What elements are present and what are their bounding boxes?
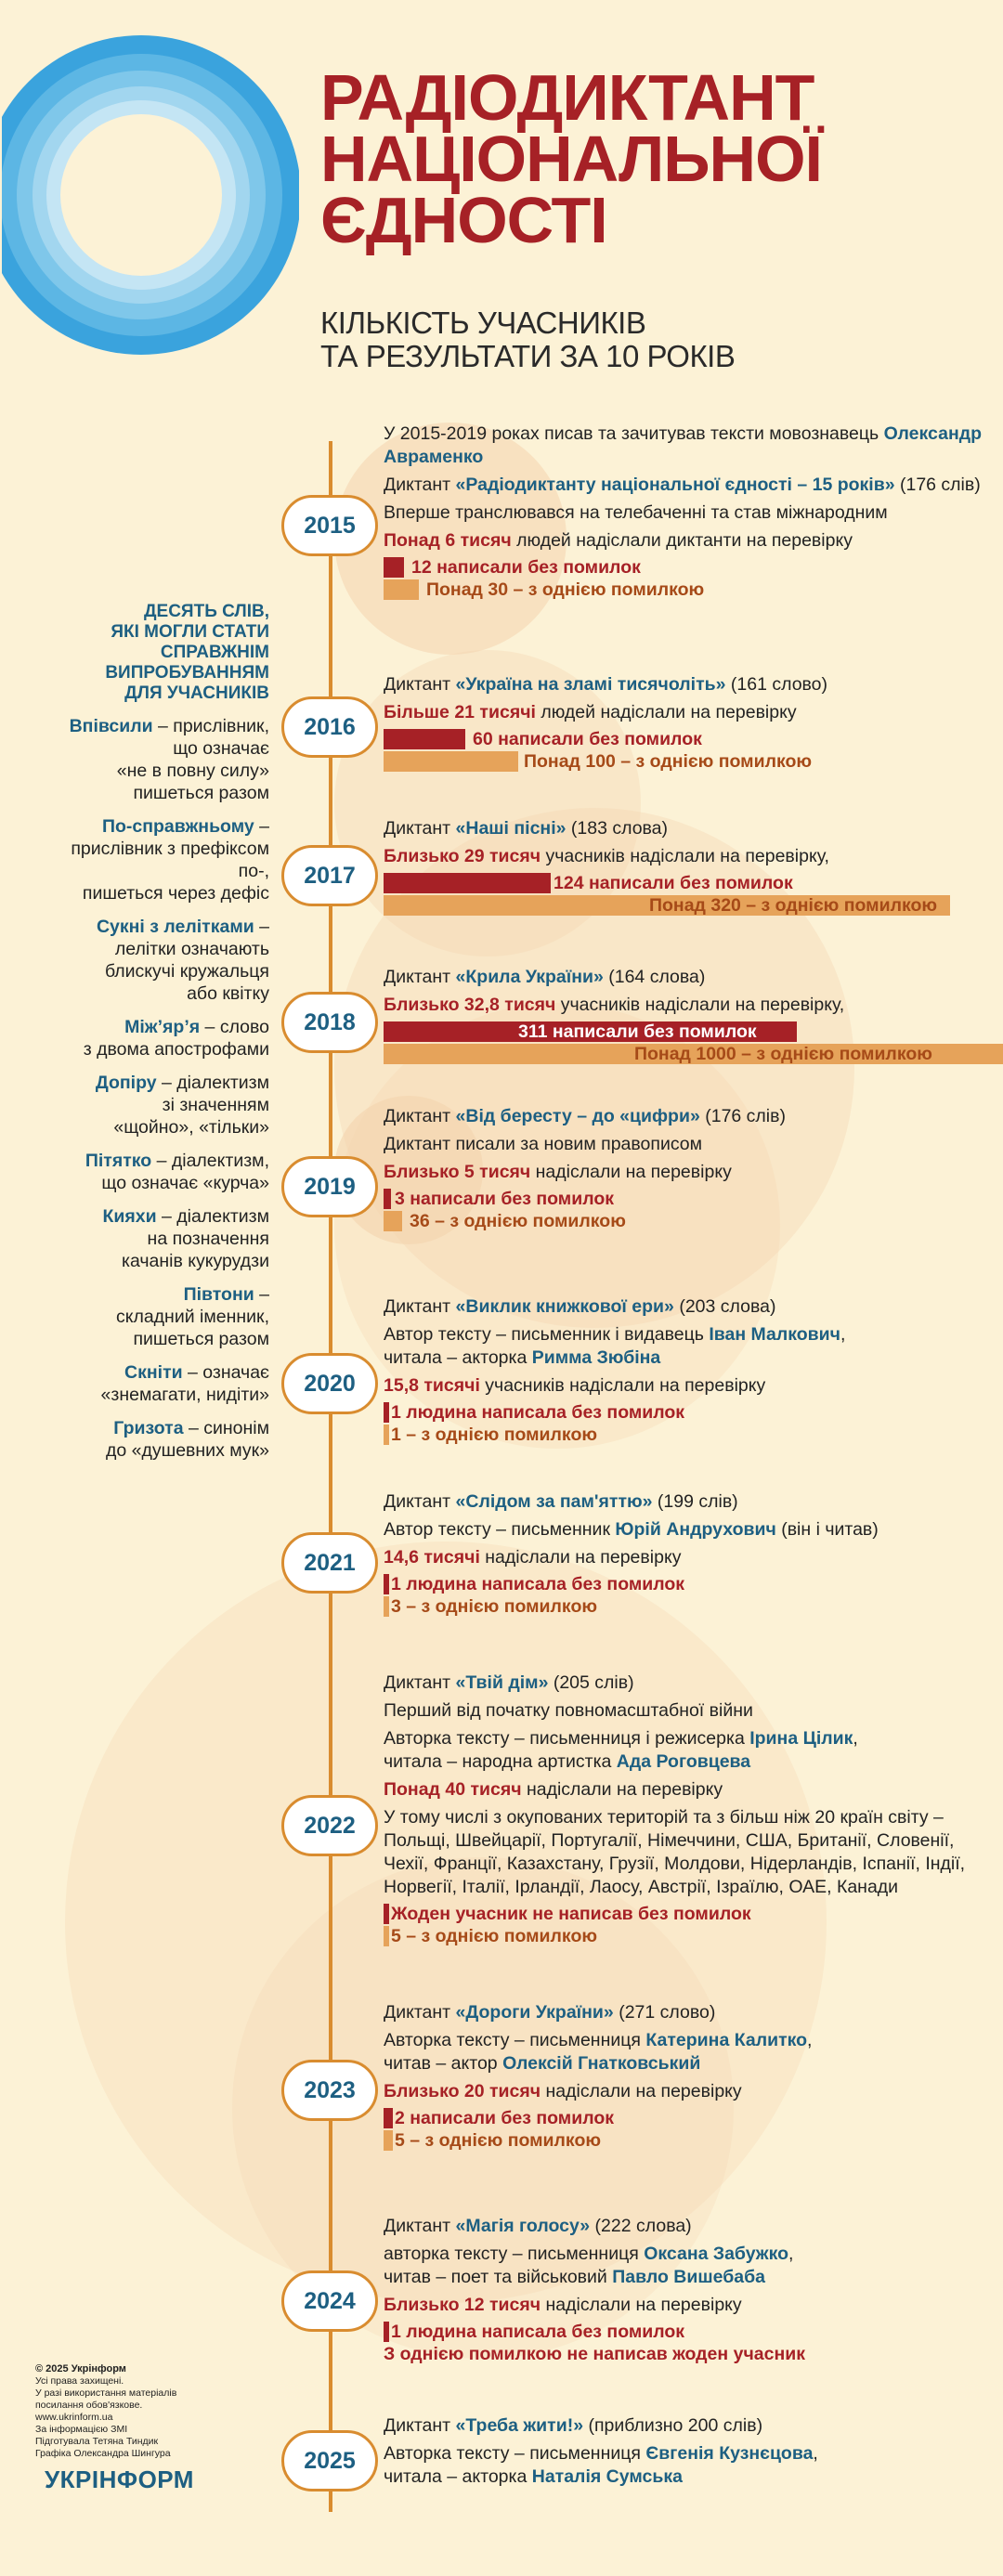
word-term: Сукні з лелітками: [96, 917, 254, 937]
subtitle-line: КІЛЬКІСТЬ УЧАСНИКІВ: [320, 306, 646, 340]
word-definition: – означає: [182, 1362, 269, 1383]
entry-text: читала – акторка: [384, 1347, 532, 1368]
entry-author: [384, 2243, 996, 2289]
highlight-text: «Радіодиктанту національної єдності – 15 років»: [455, 475, 895, 495]
entry-text: ,: [853, 1728, 858, 1749]
copyright-block: [35, 2363, 221, 2460]
entry-text: людей надіслали диктанти на перевірку: [511, 530, 853, 551]
one-error-label: Понад 100 – з однією помилкою: [524, 751, 813, 772]
highlight-text: Євгенія Кузнєцова: [645, 2443, 814, 2464]
timeline-entry: [384, 423, 996, 602]
dictation-title: [384, 1105, 996, 1128]
entry-text: надіслали на перевірку: [530, 1162, 732, 1182]
entry-text: читала – акторка: [384, 2466, 532, 2487]
highlight-text: «Твій дім»: [455, 1672, 549, 1693]
one-error-bar: [384, 1926, 996, 1946]
word-definition: зі значенням: [162, 1095, 269, 1115]
timeline-entry: [384, 2215, 996, 2366]
entry-text: Диктант писали за новим правописом: [384, 1134, 703, 1154]
no-errors-bar: [384, 1402, 996, 1423]
highlight-text: Олексій Гнатковський: [502, 2053, 701, 2074]
no-errors-label: 12 написали без помилок: [411, 557, 641, 578]
entry-participants: [384, 994, 996, 1017]
word-item: [37, 1016, 269, 1060]
highlight-text: Юрій Андрухович: [615, 1519, 776, 1540]
entry-text: (176 слів): [894, 475, 981, 495]
entry-text: Авторка тексту – письменниця: [384, 2443, 646, 2464]
timeline-entry: [384, 1105, 996, 1233]
word-item: [37, 1361, 269, 1406]
year-badge: 2016: [281, 696, 378, 758]
one-error-label: 1 – з однією помилкою: [391, 1425, 598, 1445]
word-term: Півтони: [183, 1284, 254, 1305]
no-errors-bar: [384, 2108, 996, 2128]
no-errors-label: 124 написали без помилок: [554, 873, 793, 893]
no-errors-bar-fill: [384, 1904, 389, 1924]
highlight-text: Оксана Забужко: [644, 2244, 789, 2264]
word-definition: пишеться разом: [133, 1329, 269, 1349]
entry-author: [384, 2442, 996, 2489]
entry-text: (203 слова): [673, 1296, 776, 1317]
word-definition: складний іменник,: [115, 1307, 269, 1327]
word-definition: пишеться через дефіс: [82, 883, 269, 904]
entry-text: Диктант: [384, 2216, 456, 2236]
highlight-text: Іван Малкович: [709, 1324, 840, 1345]
dictation-title: [384, 1490, 996, 1514]
no-errors-label: 1 людина написала без помилок: [391, 2322, 685, 2342]
one-error-bar: [384, 2130, 996, 2151]
year-badge: 2023: [281, 2060, 378, 2121]
no-errors-bar: [384, 557, 996, 578]
entry-text: У 2015-2019 роках писав та зачитував тексти мовознавець: [384, 423, 884, 444]
word-definition: «щойно», «тільки»: [113, 1117, 269, 1138]
dictation-title: [384, 1295, 996, 1319]
word-item: [37, 1072, 269, 1138]
word-term: По-справжньому: [101, 816, 254, 837]
entry-text: (271 слово): [613, 2002, 716, 2023]
one-error-bar-fill: [384, 579, 419, 600]
highlight-text: Павло Вишебаба: [612, 2267, 765, 2287]
entry-participants: [384, 701, 996, 724]
entry-text: ,: [807, 2030, 813, 2050]
one-error-bar-fill: [384, 1596, 389, 1617]
subtitle-line: ТА РЕЗУЛЬТАТИ ЗА 10 РОКІВ: [320, 339, 736, 373]
word-definition: що означає: [173, 738, 269, 759]
year-badge: 2017: [281, 845, 378, 906]
entry-participants: [384, 1374, 996, 1398]
no-errors-bar: [384, 873, 996, 893]
highlight-text: Близько 20 тисяч: [384, 2081, 541, 2101]
no-errors-bar-fill: [384, 2322, 389, 2342]
one-error-label: Понад 30 – з однією помилкою: [426, 579, 705, 600]
copyright-line: © 2025 Укрінформ: [35, 2363, 126, 2374]
highlight-text: «Від бересту – до «цифри»: [455, 1106, 700, 1126]
word-item: [37, 1417, 269, 1462]
entry-text: надіслали на перевірку: [541, 2081, 742, 2101]
word-definition: – прислівник,: [152, 716, 269, 736]
copyright-line: Підготувала Тетяна Тиндик: [35, 2436, 159, 2447]
timeline-entry: [384, 2414, 996, 2493]
entry-text: Диктант: [384, 2415, 456, 2436]
no-errors-label: 3 написали без помилок: [395, 1189, 615, 1209]
word-definition: або квітку: [187, 983, 269, 1004]
entry-author: [384, 2029, 996, 2075]
entry-countries: [384, 1806, 996, 1899]
year-badge: 2021: [281, 1532, 378, 1594]
copyright-line: Усі права захищені.: [35, 2375, 124, 2387]
highlight-text: 15,8 тисячі: [384, 1375, 480, 1396]
entry-text: надіслали на перевірку: [521, 1779, 723, 1800]
entry-text: (205 слів): [548, 1672, 634, 1693]
year-badge: 2020: [281, 1353, 378, 1414]
word-term: Скніти: [124, 1362, 183, 1383]
year-badge: 2015: [281, 495, 378, 556]
no-errors-bar: [384, 2322, 996, 2342]
entry-text: Диктант: [384, 1491, 456, 1512]
entry-author: [384, 1518, 996, 1542]
difficult-words-list: [37, 715, 269, 1462]
one-error-label: Понад 1000 – з однією помилкою: [634, 1044, 932, 1064]
highlight-text: Близько 32,8 тисяч: [384, 995, 556, 1015]
word-definition: пишеться разом: [133, 783, 269, 803]
page-title: [320, 61, 970, 256]
timeline-entry: [384, 673, 996, 774]
logo-rings-icon: [0, 35, 302, 356]
entry-text: (він і читав): [775, 1519, 879, 1540]
highlight-text: «Слідом за пам'яттю»: [455, 1491, 653, 1512]
entry-note: [384, 501, 996, 525]
one-error-label: Понад 320 – з однією помилкою: [649, 895, 938, 916]
entry-text: Перший від початку повномасштабної війни: [384, 1700, 753, 1721]
highlight-text: Наталія Сумська: [531, 2466, 683, 2487]
heading-line: ДЕСЯТЬ СЛІВ,: [144, 602, 269, 621]
entry-text: Диктант: [384, 1106, 456, 1126]
entry-text: (176 слів): [699, 1106, 786, 1126]
one-error-bar: [384, 1044, 996, 1064]
entry-note: [384, 1133, 996, 1156]
one-error-label: З однією помилкою не написав жоден учасник: [384, 2344, 805, 2364]
brand-logo: УКРІНФОРМ: [45, 2465, 194, 2493]
highlight-text: Близько 29 тисяч: [384, 846, 541, 866]
one-error-bar: [384, 1596, 996, 1617]
highlight-text: Катерина Калитко: [645, 2030, 808, 2050]
no-errors-bar-fill: [384, 2108, 393, 2128]
entry-text: Авторка тексту – письменниця: [384, 2030, 646, 2050]
word-definition: прислівник з префіксом по-,: [71, 839, 269, 881]
entry-text: Диктант: [384, 818, 456, 839]
highlight-text: Понад 40 тисяч: [384, 1779, 522, 1800]
dictation-title: [384, 966, 996, 989]
no-errors-label: 311 написали без помилок: [518, 1021, 757, 1042]
entry-participants: [384, 529, 996, 553]
year-badge: 2024: [281, 2270, 378, 2332]
entry-participants: [384, 1161, 996, 1184]
copyright-line: www.ukrinform.ua: [35, 2412, 113, 2423]
year-badge: 2025: [281, 2430, 378, 2491]
word-item: [37, 1205, 269, 1272]
one-error-bar-fill: [384, 1926, 389, 1946]
year-badge: 2019: [281, 1156, 378, 1217]
one-error-bar-fill: [384, 1211, 402, 1231]
entry-text: Диктант: [384, 674, 456, 695]
no-errors-bar: [384, 1189, 996, 1209]
entry-text: читав – актор: [384, 2053, 503, 2074]
dictation-title: [384, 817, 996, 840]
entry-participants: [384, 1546, 996, 1569]
heading-line: СПРАВЖНІМ: [160, 643, 269, 662]
entry-author: [384, 1323, 996, 1370]
dictation-title: [384, 1672, 996, 1695]
entry-text: Автор тексту – письменник і видавець: [384, 1324, 710, 1345]
entry-text: Диктант: [384, 475, 456, 495]
entry-participants: [384, 2080, 996, 2103]
word-definition: –: [254, 1284, 269, 1305]
copyright-line: Графіка Олександра Шингура: [35, 2448, 171, 2459]
word-definition: – діалектизм,: [151, 1151, 269, 1171]
one-error-bar: [384, 895, 996, 916]
highlight-text: «Дороги України»: [455, 2002, 614, 2023]
dictation-title: [384, 2215, 996, 2238]
highlight-text: Римма Зюбіна: [531, 1347, 661, 1368]
one-error-bar: [384, 1425, 996, 1445]
entry-text: (164 слова): [603, 967, 706, 987]
word-term: Кияхи: [102, 1206, 157, 1227]
entry-text: Диктант: [384, 1296, 456, 1317]
word-definition: що означає «курча»: [101, 1173, 269, 1193]
word-definition: з двома апострофами: [83, 1039, 269, 1060]
no-errors-bar-fill: [384, 729, 465, 749]
word-definition: – діалектизм: [156, 1073, 269, 1093]
no-errors-label: 1 людина написала без помилок: [391, 1574, 685, 1594]
one-error-label: 36 – з однією помилкою: [410, 1211, 626, 1231]
no-errors-label: Жоден учасник не написав без помилок: [391, 1904, 751, 1924]
word-definition: – слово: [200, 1017, 269, 1037]
word-definition: –: [254, 816, 269, 837]
entry-text: ,: [788, 2244, 794, 2264]
highlight-text: «Наші пісні»: [455, 818, 567, 839]
entry-text: Диктант: [384, 967, 456, 987]
entry-text: надіслали на перевірку: [479, 1547, 682, 1568]
word-definition: лелітки означають: [114, 939, 269, 959]
highlight-text: «Україна на зламі тисячоліть»: [455, 674, 726, 695]
one-error-label: 3 – з однією помилкою: [391, 1596, 598, 1617]
entry-text: читала – народна артистка: [384, 1751, 617, 1772]
entry-text: учасників надіслали на перевірку,: [541, 846, 829, 866]
timeline-entry: [384, 2001, 996, 2153]
word-definition: качанів кукурудзи: [122, 1251, 269, 1271]
entry-text: Автор тексту – письменник: [384, 1519, 616, 1540]
highlight-text: Ірина Цілик: [749, 1728, 853, 1749]
entry-note: [384, 1699, 996, 1723]
entry-author-note: [384, 423, 996, 469]
word-definition: – діалектизм: [156, 1206, 269, 1227]
dictation-title: [384, 2414, 996, 2438]
word-definition: «не в повну силу»: [116, 761, 269, 781]
difficult-words-panel: [37, 602, 269, 1473]
year-badge: 2022: [281, 1795, 378, 1856]
heading-line: ЯКІ МОГЛИ СТАТИ: [111, 622, 269, 642]
highlight-text: «Крила України»: [455, 967, 604, 987]
word-term: Між’яр’я: [124, 1017, 201, 1037]
dictation-title: [384, 474, 996, 497]
title-line: НАЦІОНАЛЬНОЇ: [320, 123, 822, 195]
entry-text: Авторка тексту – письменниця і режисерка: [384, 1728, 750, 1749]
no-errors-bar: [384, 1021, 996, 1042]
word-term: Пітятко: [85, 1151, 152, 1171]
entry-text: учасників надіслали на перевірку: [479, 1375, 766, 1396]
difficult-words-heading: [37, 602, 269, 704]
highlight-text: Близько 5 тисяч: [384, 1162, 531, 1182]
entry-text: (183 слова): [566, 818, 669, 839]
word-item: [37, 815, 269, 904]
entry-text: (199 слів): [652, 1491, 738, 1512]
entry-text: Вперше транслювався на телебаченні та став міжнародним: [384, 502, 888, 523]
word-item: [37, 1150, 269, 1194]
word-definition: «знемагати, нидіти»: [100, 1385, 269, 1405]
one-error-bar: [384, 1211, 996, 1231]
no-errors-bar-fill: [384, 1189, 391, 1209]
one-error-label: 5 – з однією помилкою: [395, 2130, 602, 2151]
timeline-entry: [384, 1295, 996, 1447]
timeline-entry: [384, 1490, 996, 1619]
entry-author: [384, 1727, 996, 1774]
highlight-text: 14,6 тисячі: [384, 1547, 480, 1568]
word-item: [37, 1283, 269, 1350]
no-errors-label: 2 написали без помилок: [395, 2108, 615, 2128]
highlight-text: Понад 6 тисяч: [384, 530, 512, 551]
word-definition: – синонім: [183, 1418, 269, 1438]
entry-text: (161 слово): [725, 674, 828, 695]
entry-text: Диктант: [384, 2002, 456, 2023]
word-definition: блискучі кружальця: [104, 961, 269, 982]
no-errors-bar-fill: [384, 1574, 389, 1594]
highlight-text: Більше 21 тисячі: [384, 702, 536, 722]
highlight-text: Олександр Авраменко: [384, 423, 983, 467]
heading-line: ВИПРОБУВАННЯМ: [105, 663, 269, 683]
no-errors-bar-fill: [384, 1402, 389, 1423]
word-term: Впівсили: [69, 716, 153, 736]
one-error-bar-fill: [384, 751, 518, 772]
no-errors-bar-fill: [384, 873, 551, 893]
highlight-text: «Треба жити!»: [455, 2415, 584, 2436]
timeline-entry: [384, 1672, 996, 1948]
year-badge: 2018: [281, 992, 378, 1053]
entry-text: читав – поет та військовий: [384, 2267, 613, 2287]
highlight-text: «Виклик книжкової ери»: [455, 1296, 674, 1317]
word-definition: –: [254, 917, 269, 937]
entry-participants: [384, 1778, 996, 1802]
entry-text: У тому числі з окупованих територій та з більш ніж 20 країн світу – Польщі, Швейцарії, Португалії, Німеччини, США, Британії, Словенії, Чехії, Франції, Казахстану, Грузії, Молдови, Нідерландів, Іспанії, Індії, Норвегії, Італії, Ірландії, Лаосу, Австрії, Ізраїлю, ОАЕ, Канади: [384, 1807, 966, 1897]
highlight-text: Близько 12 тисяч: [384, 2295, 541, 2315]
entry-text: людей надіслали на перевірку: [535, 702, 797, 722]
word-item: [37, 916, 269, 1005]
timeline-entry: [384, 817, 996, 917]
timeline-entry: [384, 966, 996, 1066]
no-errors-label: 1 людина написала без помилок: [391, 1402, 685, 1423]
one-error-bar: [384, 579, 996, 600]
entry-text: (222 слова): [590, 2216, 692, 2236]
word-definition: до «душевних мук»: [105, 1440, 269, 1461]
one-error-label: 5 – з однією помилкою: [391, 1926, 598, 1946]
highlight-text: Ада Роговцева: [616, 1751, 751, 1772]
dictation-title: [384, 673, 996, 696]
word-term: Гризота: [113, 1418, 184, 1438]
no-errors-bar-fill: [384, 557, 404, 578]
no-errors-bar: [384, 1574, 996, 1594]
entry-participants: [384, 845, 996, 868]
heading-line: ДЛЯ УЧАСНИКІВ: [124, 683, 269, 703]
dictation-title: [384, 2001, 996, 2024]
highlight-text: «Магія голосу»: [455, 2216, 591, 2236]
word-item: [37, 715, 269, 804]
entry-text: ,: [813, 2443, 818, 2464]
entry-text: учасників надіслали на перевірку,: [555, 995, 845, 1015]
word-term: Допіру: [95, 1073, 157, 1093]
one-error-bar-fill: [384, 1425, 389, 1445]
entry-text: ,: [840, 1324, 846, 1345]
entry-text: (приблизно 200 слів): [583, 2415, 763, 2436]
no-errors-bar: [384, 1904, 996, 1924]
title-line: ЄДНОСТІ: [320, 184, 607, 256]
copyright-line: За інформацією ЗМІ: [35, 2424, 128, 2435]
one-error-bar-fill: [384, 2130, 393, 2151]
entry-participants: [384, 2294, 996, 2317]
title-line: РАДІОДИКТАНТ: [320, 61, 814, 134]
one-error-bar: [384, 2344, 996, 2364]
page-subtitle: [320, 306, 952, 373]
no-errors-bar: [384, 729, 996, 749]
entry-text: надіслали на перевірку: [541, 2295, 742, 2315]
entry-text: авторка тексту – письменниця: [384, 2244, 645, 2264]
entry-text: Диктант: [384, 1672, 456, 1693]
word-definition: на позначення: [147, 1229, 269, 1249]
copyright-line: посилання обов'язкове.: [35, 2400, 143, 2411]
copyright-line: У разі використання матеріалів: [35, 2387, 177, 2399]
one-error-bar: [384, 751, 996, 772]
no-errors-label: 60 написали без помилок: [473, 729, 702, 749]
